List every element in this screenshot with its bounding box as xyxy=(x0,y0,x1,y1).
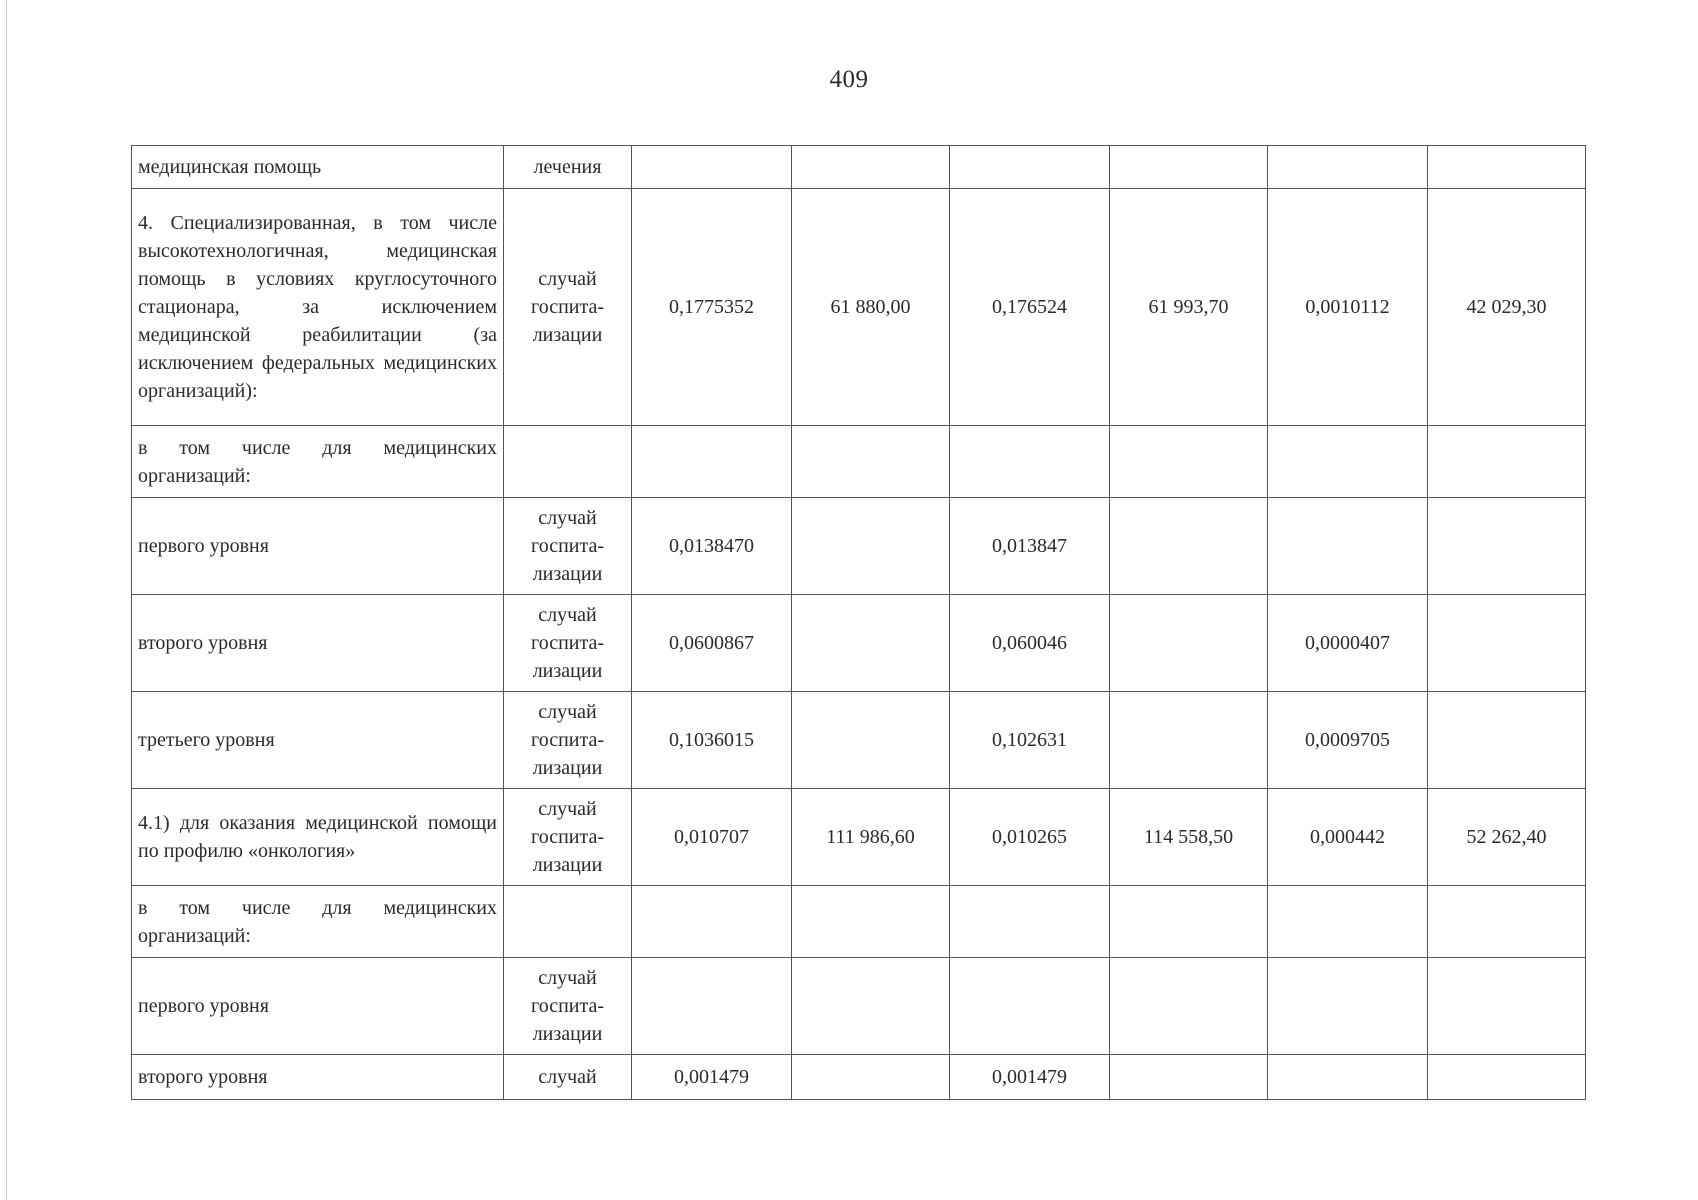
scan-edge-line xyxy=(6,0,7,1200)
row-description: третьего уровня xyxy=(132,692,504,789)
value-cell xyxy=(1110,1055,1268,1100)
value-cell xyxy=(1110,595,1268,692)
row-description: первого уровня xyxy=(132,958,504,1055)
value-cell: 0,0009705 xyxy=(1268,692,1428,789)
value-cell xyxy=(792,498,950,595)
table-row xyxy=(132,426,1586,498)
unit-line: лизации xyxy=(532,757,603,779)
value-cell xyxy=(950,886,1110,958)
value-cell: 0,1036015 xyxy=(632,692,792,789)
page-number: 409 xyxy=(829,66,869,93)
row-unit xyxy=(504,595,632,692)
row-description: 4.1) для оказания медицинской помощи по профилю «онкология» xyxy=(132,789,504,886)
value-cell: 0,013847 xyxy=(950,498,1110,595)
unit-line: госпита- xyxy=(530,826,604,848)
value-cell xyxy=(1268,958,1428,1055)
value-cell xyxy=(1110,958,1268,1055)
unit-line: госпита- xyxy=(530,995,604,1017)
table-row xyxy=(132,1055,1586,1100)
value-cell xyxy=(1268,1055,1428,1100)
value-cell xyxy=(792,692,950,789)
unit-line: госпита- xyxy=(530,729,604,751)
value-cell: 0,0010112 xyxy=(1268,189,1428,426)
unit-line: случай xyxy=(538,798,597,820)
value-cell: 0,010707 xyxy=(632,789,792,886)
value-cell: 0,0600867 xyxy=(632,595,792,692)
value-cell xyxy=(792,1055,950,1100)
table-row xyxy=(132,789,1586,886)
value-cell xyxy=(1268,146,1428,189)
value-cell xyxy=(1110,692,1268,789)
row-unit xyxy=(504,886,632,958)
row-unit xyxy=(504,958,632,1055)
row-description: медицинская помощь xyxy=(132,146,504,189)
unit-line: случай xyxy=(538,507,597,529)
value-cell xyxy=(1428,692,1586,789)
value-cell xyxy=(792,146,950,189)
unit-line: лизации xyxy=(532,660,603,682)
value-cell: 0,060046 xyxy=(950,595,1110,692)
unit-line: случай xyxy=(538,268,597,290)
table-row xyxy=(132,189,1586,426)
row-description: в том числе для медицинских организаций: xyxy=(132,886,504,958)
value-cell xyxy=(1428,498,1586,595)
unit-line: госпита- xyxy=(530,535,604,557)
value-cell xyxy=(632,426,792,498)
value-cell: 61 993,70 xyxy=(1110,189,1268,426)
value-cell: 0,000442 xyxy=(1268,789,1428,886)
value-cell xyxy=(1268,886,1428,958)
unit-line: госпита- xyxy=(530,296,604,318)
unit-line: лизации xyxy=(532,1023,603,1045)
value-cell: 0,0138470 xyxy=(632,498,792,595)
value-cell: 0,176524 xyxy=(950,189,1110,426)
value-cell xyxy=(632,146,792,189)
table-row xyxy=(132,886,1586,958)
value-cell xyxy=(1268,426,1428,498)
value-cell xyxy=(1428,1055,1586,1100)
unit-line: случай xyxy=(538,604,597,626)
value-cell: 61 880,00 xyxy=(792,189,950,426)
value-cell: 0,1775352 xyxy=(632,189,792,426)
value-cell: 0,010265 xyxy=(950,789,1110,886)
value-cell xyxy=(1428,958,1586,1055)
value-cell xyxy=(792,958,950,1055)
row-description: 4. Специализированная, в том числе высокотехнологичная, медицинская помощь в условиях круглосуточного стационара, за исключением медицинской реабилитации (за исключением федеральных медицинских организаций): xyxy=(132,189,504,426)
value-cell: 0,001479 xyxy=(632,1055,792,1100)
unit-line: лизации xyxy=(532,854,603,876)
value-cell xyxy=(1268,498,1428,595)
value-cell xyxy=(1428,426,1586,498)
table-row xyxy=(132,595,1586,692)
unit-line: лечения xyxy=(533,156,602,178)
data-table xyxy=(131,145,1586,1100)
value-cell xyxy=(1110,886,1268,958)
value-cell xyxy=(1110,498,1268,595)
row-unit xyxy=(504,498,632,595)
unit-line: госпита- xyxy=(530,632,604,654)
row-unit xyxy=(504,146,632,189)
value-cell xyxy=(792,426,950,498)
value-cell xyxy=(792,886,950,958)
row-unit xyxy=(504,426,632,498)
table-row xyxy=(132,692,1586,789)
table-row xyxy=(132,958,1586,1055)
value-cell xyxy=(1428,146,1586,189)
value-cell xyxy=(950,146,1110,189)
value-cell: 114 558,50 xyxy=(1110,789,1268,886)
value-cell xyxy=(632,958,792,1055)
row-unit xyxy=(504,692,632,789)
value-cell xyxy=(1428,595,1586,692)
value-cell: 0,102631 xyxy=(950,692,1110,789)
row-unit xyxy=(504,1055,632,1100)
value-cell xyxy=(950,958,1110,1055)
row-description: в том числе для медицинских организаций: xyxy=(132,426,504,498)
unit-line: случай xyxy=(538,1066,597,1088)
row-unit xyxy=(504,789,632,886)
value-cell xyxy=(1428,886,1586,958)
table-row xyxy=(132,498,1586,595)
value-cell xyxy=(632,886,792,958)
unit-line: лизации xyxy=(532,324,603,346)
row-unit xyxy=(504,189,632,426)
value-cell: 42 029,30 xyxy=(1428,189,1586,426)
row-description: первого уровня xyxy=(132,498,504,595)
value-cell: 0,001479 xyxy=(950,1055,1110,1100)
row-description: второго уровня xyxy=(132,595,504,692)
value-cell xyxy=(792,595,950,692)
value-cell: 52 262,40 xyxy=(1428,789,1586,886)
row-description: второго уровня xyxy=(132,1055,504,1100)
table-row xyxy=(132,146,1586,189)
value-cell xyxy=(950,426,1110,498)
unit-line: случай xyxy=(538,701,597,723)
value-cell: 0,0000407 xyxy=(1268,595,1428,692)
value-cell xyxy=(1110,146,1268,189)
unit-line: лизации xyxy=(532,563,603,585)
value-cell xyxy=(1110,426,1268,498)
value-cell: 111 986,60 xyxy=(792,789,950,886)
unit-line: случай xyxy=(538,967,597,989)
